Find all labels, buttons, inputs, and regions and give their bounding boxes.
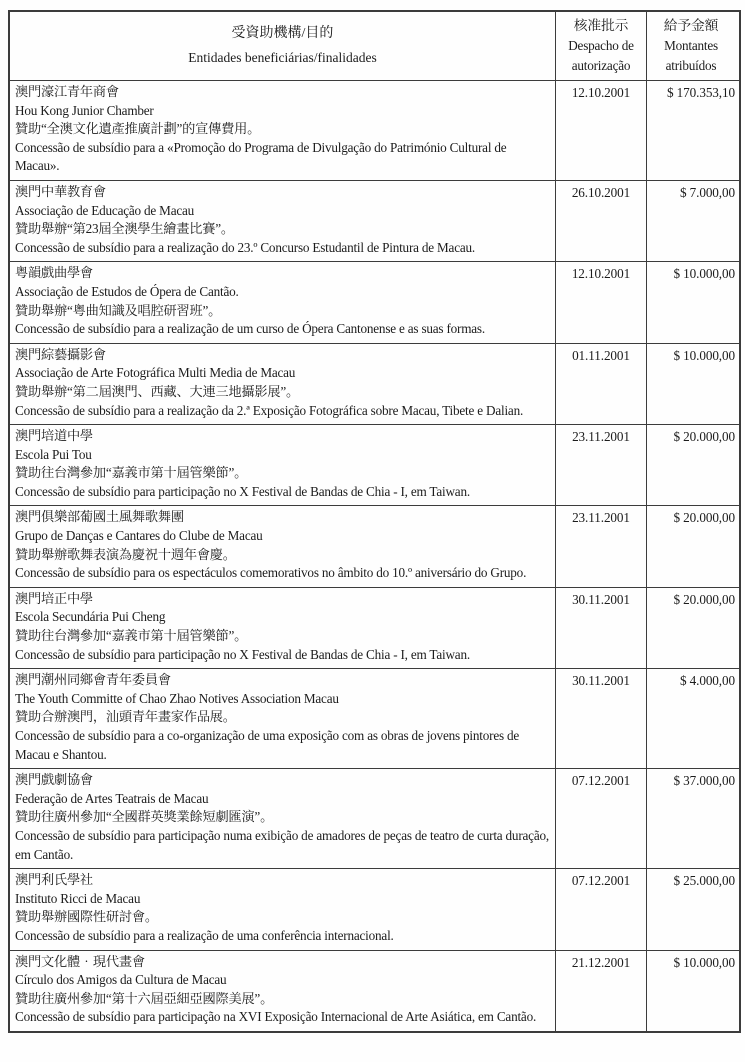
- authorization-date-cell: [556, 588, 647, 668]
- authorization-date-cell: [556, 81, 647, 180]
- authorization-date: 30.11.2001: [572, 591, 630, 607]
- entity-line: 贊助舉辦歌舞表演為慶祝十週年會慶。: [15, 546, 236, 562]
- entity-line: Concessão de subsídio para participação no X Festival de Bandas de Chia - I, em Taiwan.: [15, 646, 470, 662]
- entity-line: 澳門中華教育會: [15, 183, 106, 199]
- entity-purpose-cell: [10, 769, 556, 868]
- authorization-date: 01.11.2001: [572, 347, 630, 363]
- entity-purpose-cell: [10, 588, 556, 668]
- entity-line: 澳門綜藝攝影會: [15, 346, 106, 362]
- entity-line: Instituto Ricci de Macau: [15, 890, 141, 906]
- entity-line: Concessão de subsídio para a realização de uma conferência internacional.: [15, 927, 394, 943]
- amount-value: $ 10.000,00: [673, 954, 735, 970]
- entity-purpose-cell: [10, 951, 556, 1031]
- entity-purpose-cell: [10, 869, 556, 949]
- amount-cell: [647, 425, 739, 505]
- table-row: [10, 768, 739, 868]
- entity-line: Concessão de subsídio para a realização do 23.º Concurso Estudantil de Pintura de Macau.: [15, 239, 476, 255]
- amount-cell: [647, 262, 739, 342]
- entity-line: 澳門濠江青年商會: [15, 84, 119, 99]
- entity-purpose-cell: [10, 669, 556, 768]
- entity-line: Concessão de subsídio para a «Promoção do Programa de Divulgação do Património Cultural de Macau».: [15, 139, 507, 174]
- amount-value: $ 37.000,00: [673, 773, 735, 789]
- entity-line: 澳門利氏學社: [15, 872, 93, 888]
- authorization-date: 23.11.2001: [572, 429, 630, 445]
- entity-line: Escola Pui Tou: [15, 446, 92, 462]
- header-montantes-cell: [647, 12, 739, 80]
- table-row: [10, 668, 739, 768]
- amount-value: $ 10.000,00: [673, 347, 735, 363]
- entity-line: Círculo dos Amigos da Cultura de Macau: [15, 972, 227, 988]
- entity-line: 澳門潮州同鄉會青年委員會: [15, 672, 171, 688]
- entity-line: 粤韻戲曲學會: [15, 265, 93, 281]
- entity-purpose-cell: [10, 262, 556, 342]
- authorization-date: 23.11.2001: [572, 510, 630, 526]
- amount-cell: [647, 951, 739, 1031]
- amount-value: $ 20.000,00: [673, 510, 735, 526]
- amount-cell: [647, 669, 739, 768]
- authorization-date: 07.12.2001: [571, 773, 631, 789]
- amount-value: $ 20.000,00: [673, 591, 735, 607]
- entity-line: 贊助舉辦“第二屆澳門、西藏、大連三地攝影展”。: [15, 383, 300, 399]
- header-montantes-pt1: Montantes: [664, 38, 718, 53]
- header-montantes-pt2: atribuídos: [665, 58, 717, 73]
- authorization-date-cell: [556, 425, 647, 505]
- amount-value: $ 25.000,00: [673, 873, 735, 889]
- authorization-date: 12.10.2001: [571, 85, 631, 100]
- entity-line: Hou Kong Junior Chamber: [15, 102, 154, 118]
- table-header-row: [10, 12, 739, 80]
- header-despacho-pt2: autorização: [571, 58, 631, 73]
- header-despacho-zh: 核准批示: [573, 18, 629, 33]
- authorization-date: 12.10.2001: [571, 266, 631, 282]
- table-row: [10, 950, 739, 1031]
- entity-purpose-cell: [10, 344, 556, 424]
- authorization-date-cell: [556, 181, 647, 261]
- entity-purpose-cell: [10, 81, 556, 180]
- authorization-date: 30.11.2001: [572, 673, 630, 689]
- entity-line: Associação de Arte Fotográfica Multi Media de Macau: [15, 365, 296, 381]
- entity-line: Concessão de subsídio para os espectáculos comemorativos no âmbito do 10.º aniversário do Grupo.: [15, 565, 527, 581]
- header-entities-cell: [10, 12, 556, 80]
- entity-line: 贊助往台灣參加“嘉義市第十屆管樂節”。: [15, 465, 248, 481]
- table-body: [10, 80, 739, 1031]
- amount-cell: [647, 81, 739, 180]
- amount-value: $ 7.000,00: [679, 184, 735, 200]
- entity-line: The Youth Committe of Chao Zhao Notives Association Macau: [15, 690, 339, 706]
- amount-value: $ 20.000,00: [673, 429, 735, 445]
- entity-line: 贊助舉辦國際性研討會。: [15, 909, 158, 925]
- authorization-date-cell: [556, 769, 647, 868]
- entity-line: 贊助往廣州參加“全國群英獎業餘短劇匯演”。: [15, 809, 274, 825]
- table-row: [10, 868, 739, 949]
- amount-value: $ 10.000,00: [673, 266, 735, 282]
- entity-purpose-cell: [10, 181, 556, 261]
- entity-line: Concessão de subsídio para participação no X Festival de Bandas de Chia - I, em Taiwan.: [15, 483, 470, 499]
- entity-line: 澳門培正中學: [15, 590, 93, 606]
- table-row: [10, 261, 739, 342]
- amount-cell: [647, 588, 739, 668]
- entity-line: 贊助合辦澳門，汕頭青年畫家作品展。: [15, 709, 236, 725]
- entity-line: Concessão de subsídio para a realização de um curso de Ópera Cantonense e as suas formas.: [15, 321, 485, 337]
- entity-line: Concessão de subsídio para participação numa exibição de amadores de peças de teatro de curta duração, em Cantão.: [15, 827, 549, 862]
- entity-line: Escola Secundária Pui Cheng: [15, 609, 166, 625]
- entity-line: Federação de Artes Teatrais de Macau: [15, 790, 209, 806]
- entity-purpose-cell: [10, 506, 556, 586]
- entity-line: 贊助“全澳文化遺產推廣計劃”的宣傳費用。: [15, 121, 261, 137]
- table-row: [10, 505, 739, 586]
- authorization-date-cell: [556, 344, 647, 424]
- authorization-date-cell: [556, 506, 647, 586]
- amount-cell: [647, 869, 739, 949]
- table-row: [10, 587, 739, 668]
- entity-line: 贊助往台灣參加“嘉義市第十屆管樂節”。: [15, 628, 248, 644]
- entity-line: Concessão de subsídio para participação na XVI Exposição Internacional de Arte Asiática, em Cantão.: [15, 1009, 537, 1025]
- amount-cell: [647, 769, 739, 868]
- authorization-date-cell: [556, 669, 647, 768]
- entity-line: Concessão de subsídio para a co-organização de uma exposição com as obras de jovens pintores de Macau e Shantou.: [15, 728, 520, 762]
- entity-line: 澳門俱樂部葡國土風舞歌舞團: [15, 509, 184, 525]
- entity-line: 贊助舉辦“第23屆全澳學生繪畫比賽”。: [15, 221, 234, 237]
- entity-line: Grupo de Danças e Cantares do Clube de Macau: [15, 528, 263, 544]
- entity-purpose-cell: [10, 425, 556, 505]
- header-despacho-pt1: Despacho de: [568, 38, 634, 53]
- amount-value: $ 170.353,10: [666, 85, 735, 100]
- authorization-date: 26.10.2001: [571, 184, 631, 200]
- entity-line: 澳門培道中學: [15, 428, 93, 444]
- header-entities-zh: 受資助機構/目的: [231, 26, 334, 41]
- entity-line: Concessão de subsídio para a realização da 2.ª Exposição Fotográfica sobre Macau, Tibete e Dalian.: [15, 402, 524, 418]
- authorization-date-cell: [556, 869, 647, 949]
- entity-line: 澳門文化體‧現代畫會: [15, 953, 145, 969]
- header-montantes-zh: 給予金額: [663, 18, 719, 33]
- header-despacho-cell: [556, 12, 647, 80]
- entity-line: Associação de Estudos de Ópera de Cantão.: [15, 283, 239, 299]
- authorization-date: 21.12.2001: [571, 954, 631, 970]
- amount-cell: [647, 344, 739, 424]
- table-row: [10, 343, 739, 424]
- header-entities-pt: Entidades beneficiárias/finalidades: [188, 50, 377, 65]
- table-row: [10, 80, 739, 180]
- authorization-date-cell: [556, 951, 647, 1031]
- subsidies-table: [8, 10, 741, 1033]
- amount-cell: [647, 181, 739, 261]
- entity-line: 贊助舉辦“粤曲知識及唱腔研習班”。: [15, 302, 222, 318]
- authorization-date: 07.12.2001: [571, 873, 631, 889]
- entity-line: 贊助往廣州參加“第十六屆亞細亞國際美展”。: [15, 990, 274, 1006]
- authorization-date-cell: [556, 262, 647, 342]
- amount-value: $ 4.000,00: [679, 673, 735, 689]
- entity-line: Associação de Educação de Macau: [15, 202, 195, 218]
- amount-cell: [647, 506, 739, 586]
- table-row: [10, 180, 739, 261]
- entity-line: 澳門戲劇協會: [15, 772, 93, 788]
- table-row: [10, 424, 739, 505]
